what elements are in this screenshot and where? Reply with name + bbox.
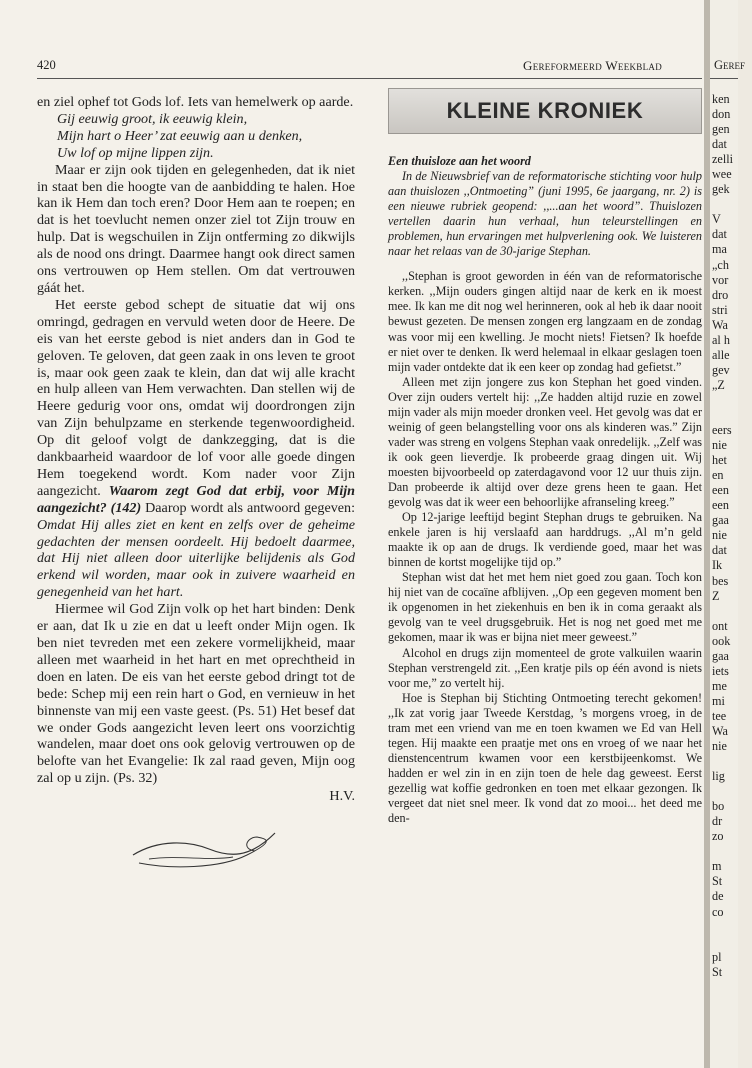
paragraph [37,297,355,601]
fragment-line [712,604,752,619]
fragment-line: stri [712,302,728,317]
fragment-line: ook [712,633,731,648]
verse-line: Uw lof op mijne lippen zijn. [57,144,214,161]
fragment-line: al h [712,332,730,347]
fragment-line: nie [712,528,727,543]
fragment-line: de [712,889,724,904]
fragment-line: gen [712,122,730,137]
flourish-ornament [129,825,279,873]
fragment-line: een [712,483,729,498]
fragment-line: zelli [712,152,733,167]
fragment-line: bes [712,573,729,588]
fragment-line: tee [712,708,727,723]
running-title: Gereformeerd Weekblad [523,58,662,73]
fragment-line: vor [712,272,729,287]
fragment-line: Z [712,588,720,603]
fragment-line: St [712,964,723,979]
verse-line: Gij eeuwig groot, ik eeuwig klein, [57,110,248,127]
next-page-edge [710,0,746,1068]
left-column [37,94,355,964]
header-rule [710,78,738,79]
fragment-line: een [712,498,729,513]
fragment-line [712,920,752,935]
answer-text: Omdat Hij alles ziet en kent en zelfs over de geheime gedachten der mensen oordeelt. Hij bedoelt daarmee, dat Hij niet alleen door uiterlijke belijdenis als God erkend wil worden, maar ook in zuivere waarheid en genegenheid van het hart. [37,516,355,601]
fragment-line: wee [712,167,732,182]
fragment-line: en [712,468,724,483]
fragment-line: dat [712,543,727,558]
fragment-line [712,784,752,799]
fragment-line: gaa [712,513,729,528]
fragment-line: iets [712,663,729,678]
fragment-line: Wa [712,723,728,738]
fragment-line [712,408,752,423]
fragment-line: St [712,874,723,889]
paragraph: en ziel ophef tot Gods lof. Iets van hemelwerk op aarde. [37,94,354,110]
fragment-line: don [712,107,731,122]
paragraph-text: Daarop wordt als antwoord gegeven: [145,499,355,516]
question-text: Waarom zegt God dat erbij, voor Mijn aangezicht? (142) [37,482,355,516]
paragraph-text: Het eerste gebod schept de situatie dat wij ons omringd, gedragen en vervuld weten door de Heere. De eis van het eerste gebod is niet anders dan in God te geloven. Te geloven, dat geen zaak in ons leven te groot is, maar ook geen zaak te klein, dan dat wij alle kracht en hulp alleen van Hem verwachten. Dan stellen wij de Heere gedurig voor ons, omdat wij doordrongen zijn van Zijn behulpzame en sterkende tegenwoordigheid. Op dit geloof volgt de dankzegging, dat is die dankbaarheid waardoor de lof voor alle goede dingen Hem toegekend wordt. Kom nader voor Zijn aangezicht. [37,296,355,499]
fragment-line: ont [712,618,728,633]
section-title: KLEINE KRONIEK [446,98,644,123]
paragraph: Op 12-jarige leeftijd begint Stephan drugs te gebruiken. Na enkele jaren is hij verslaafd aan harddrugs. ,,Al m’n geld maakte ik op aan de drugs. Ik verdiende goed, maar het was binnen de kortst mogelijke tijd op.” [388,510,702,570]
fragment-line: dro [712,287,729,302]
fragment-line [712,935,752,950]
fragment-line: nie [712,438,727,453]
fragment-line: „ch [712,257,729,272]
fragment-line [712,197,752,212]
paragraph: Hoe is Stephan bij Stichting Ontmoeting terecht gekomen! ,,Ik zat vorig jaar Tweede Kerstdag, ’s morgens vroeg, in de tram met een vriend van me en toen kwamen we Ed van Hell tegen. Hij maakte een praatje met ons en vroeg of we naar het dienstencentrum kwamen voor een kerstbijeenkomst. We hadden er wel zin in en zijn toen de hele dag geweest. Eerst gezellig wat koffie gedronken en toen met elkaar gezongen. Ik vergeet dat niet snel meer. Ik vond dat zo mooi... het deed me den- [388,690,702,826]
page-number: 420 [37,58,56,72]
fragment-line: gaa [712,648,729,663]
author-signature: H.V. [329,788,355,805]
verse-line: Mijn hart o Heer’ zat eeuwig aan u denken, [57,127,303,144]
fragment-line: nie [712,739,727,754]
fragment-line: me [712,678,727,693]
paragraph: ,,Stephan is groot geworden in één van de reformatorische kerken. ,,Mijn ouders gingen altijd naar de kerk en ik moest mee. Ik kan me dit nog wel herinneren, ook al heb ik daar nooit bewust gezeten. De mensen zongen erg langzaam en de zondag was voor mij een kwelling. Je mocht niets! Fietsen? Ik hoefde er niet over te denken. Ik werd helemaal in elkaar geslagen toen mijn vader ontdekte dat ik een keer op zondag had gefietst.” [388,269,702,374]
article-subhead: Een thuisloze aan het woord [388,154,531,168]
section-banner [388,88,702,134]
fragment-line: zo [712,829,724,844]
fragment-line: ma [712,242,727,257]
fragment-line: dat [712,137,727,152]
fragment-line: co [712,904,724,919]
fragment-line [712,754,752,769]
fragment-line: pl [712,949,722,964]
fragment-line: mi [712,693,725,708]
paragraph: Maar er zijn ook tijden en gelegenheden, dat ik niet in staat ben die hoogte van de aanbidding te halen. Hoe kan ik Hem dan toch eren? Door Hem aan te roepen; en dat is het toevlucht nemen onzer ziel tot Zijn trouw en hulp. Dat is wegschuilen in Zijn ontferming zo dikwijls als de nood ons dringt. Daarmee hangt ook direct samen ons vertrouwen op Hem stellen. Om dat vertrouwen gáát het. [37,161,355,296]
fragment-line: alle [712,347,730,362]
fragment-line: het [712,453,727,468]
fragment-line: dr [712,814,723,829]
fragment-line: „Z [712,377,725,392]
fragment-line: Ik [712,558,723,573]
fragment-line: dat [712,227,727,242]
paragraph: Alcohol en drugs zijn momenteel de grote valkuilen waarin Stephan verstrengeld zit. ,,Een kratje pils op één avond is niets voor me,” zo vertelt hij. [388,645,702,690]
right-column [388,88,702,1023]
fragment-line: m [712,859,722,874]
next-page-fragments [712,92,752,980]
next-page-header: Geref [714,58,746,72]
paragraph: Stephan wist dat het met hem niet goed zou gaan. Toch kon hij niet van de cocaïne afblijven. ,,Op een gegeven moment ben ik opgenomen in het ziekenhuis en ben ik in coma geraakt als gevolg van te veel drugsgebruik. Het is nog net goed met me gekomen, maar ik was er bijna niet meer geweest.” [388,570,702,645]
fragment-line: lig [712,769,725,784]
fragment-line: gek [712,182,730,197]
header-rule [37,78,702,79]
fragment-line: ken [712,92,730,106]
fragment-line [712,393,752,408]
fragment-line: eers [712,423,732,438]
fragment-line: Wa [712,317,728,332]
fragment-line: V [712,212,721,227]
fragment-line [712,844,752,859]
fragment-line: gev [712,362,730,377]
article-intro: In de Nieuwsbrief van de reformatorische stichting voor hulp aan thuislozen ,,Ontmoeting” (juni 1995, 6e jaargang, nr. 2) is een nieuwe rubriek geopend: ,,...aan het woord”. Thuislozen vertellen daarin hun verhaal, hun teleurstellingen en problemen, hun ervaringen met hulpverlening ook. We luisteren naar het relaas van de 30-jarige Stephan. [388,169,702,259]
paragraph: Alleen met zijn jongere zus kon Stephan het goed vinden. Over zijn ouders vertelt hij: ,,Ze hadden altijd ruzie en zowel mijn vader als mijn moeder dronken veel. Het gevolg was dat er weinig of geen belangstelling voor ons als kinderen was.” Zijn vader was streng en volgens Stephan vaak onredelijk. ,,Zelf was ik ook geen lieverdje. Ik probeerde graag dingen uit. Wij moesten bijvoorbeeld op zaterdagavond voor 12 uur thuis zijn. Dan probeerde ik altijd over deze grens heen te gaan. Het gevolg was dat ik weer een behoorlijke afranseling kreeg.” [388,374,702,510]
fragment-line: bo [712,799,725,814]
paragraph: Hiermee wil God Zijn volk op het hart binden: Denk er aan, dat Ik u zie en dat u leeft onder Mijn ogen. Ik ben niet tevreden met een zekere vormelijkheid, maar alleen met waarheid in het hart en met oprechtheid in doen en laten. De eis van het eerste gebod dringt tot de bede: Schep mij een rein hart o God, en vernieuw in het binnenste van mij een vaste geest. (Ps. 51) Het besef dat we onder Gods aangezicht leven leert ons voorzichtig wandelen, maar doet ons ook gelovig vertrouwen op de belofte van het Evangelie: Ik zal raad geven, Mijn oog zal op u zijn. (Ps. 32) [37,601,355,787]
